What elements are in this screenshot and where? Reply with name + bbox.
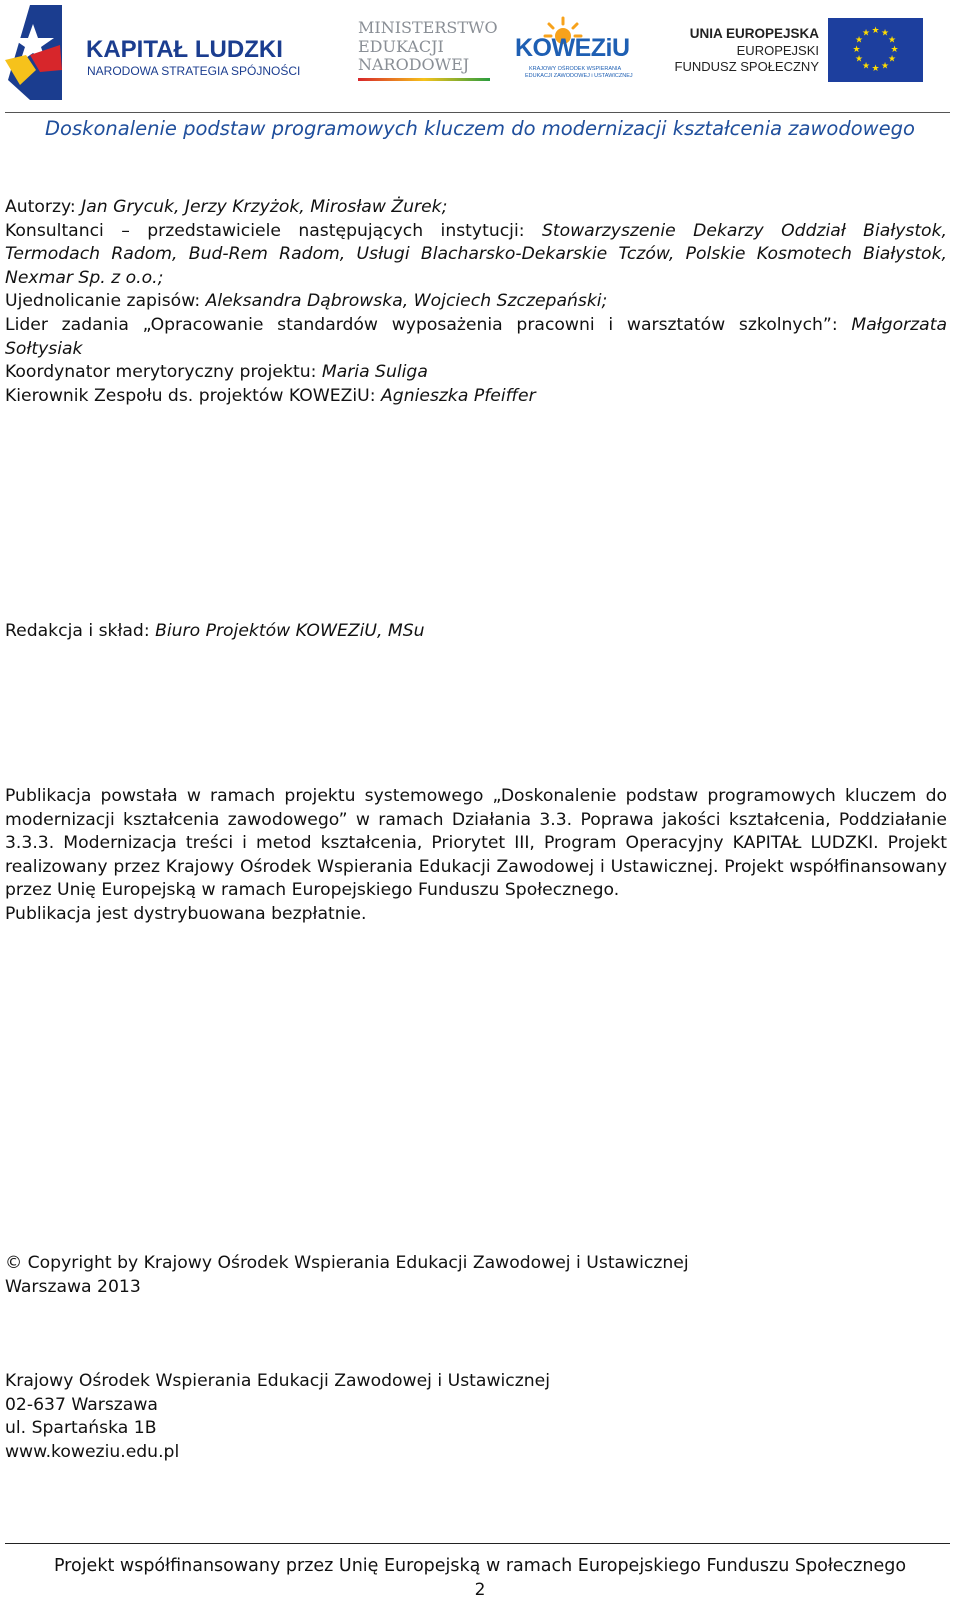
unification-value: Aleksandra Dąbrowska, Wojciech Szczepański; (205, 291, 608, 312)
document-subtitle: Doskonalenie podstaw programowych kluczem do modernizacji kształcenia zawodowego (45, 117, 915, 140)
ue-line3: FUNDUSZ SPOŁECZNY (674, 59, 819, 74)
koweziu-name: KOWEZiU (515, 34, 630, 62)
koweziu-logo (515, 16, 640, 86)
leader-label: Lider zadania „Opracowanie standardów wyposażenia pracowni i warsztatów szkolnych”: (5, 314, 852, 335)
leader-line (5, 314, 947, 361)
authors-value: Jan Grycuk, Jerzy Krzyżok, Mirosław Żurek; (81, 197, 448, 217)
ministerstwo-underline (358, 78, 490, 81)
manager-value: Agnieszka Pfeiffer (381, 385, 536, 406)
consultants-line (5, 220, 947, 291)
consultants-value: Stowarzyszenie Dekarzy Oddział Białystok, Termodach Radom, Bud-Rem Radom, Usługi Blacharsko-Dekarskie Tczów, Polskie Kosmotech Białystok, Nexmar Sp. z o.o.; (5, 220, 947, 288)
svg-text:★: ★ (887, 54, 897, 65)
kapital-ludzki-title: KAPITAŁ LUDZKI (86, 36, 283, 63)
publication-paragraph: Publikacja powstała w ramach projektu systemowego „Doskonalenie podstaw programowych kluczem do modernizacji kształcenia zawodowego” w ramach Działania 3.3. Poprawa jakości kształcenia, Poddziałanie 3.3.3. Modernizacja treści i metod kształcenia, Priorytet III, Program Operacyjny KAPITAŁ LUDZKI. Projekt realizowany przez Krajowy Ośrodek Wspierania Edukacji Zawodowej i Ustawicznej. Projekt współfinansowany przez Unię Europejską w ramach Europejskiego Funduszu Społecznego. (5, 786, 947, 901)
page-number: 2 (474, 1580, 486, 1600)
editorial-section (5, 620, 947, 644)
ministerstwo-line1: MINISTERSTWO (358, 18, 498, 37)
svg-text:★: ★ (852, 45, 861, 55)
svg-text:★: ★ (880, 61, 890, 72)
credits-section (5, 196, 947, 408)
coordinator-value: Maria Suliga (321, 362, 428, 383)
copyright-line: © Copyright by Krajowy Ośrodek Wspierania Edukacji Zawodowej i Ustawicznej (5, 1253, 689, 1273)
publication-free-note: Publikacja jest dystrybuowana bezpłatnie. (5, 903, 367, 924)
koweziu-line2: EDUKACJI ZAWODOWEJ i USTAWICZNEJ (525, 73, 633, 79)
manager-line (5, 385, 947, 409)
copyright-section (5, 1252, 947, 1299)
unification-label: Ujednolicanie zapisów: (5, 291, 206, 312)
ministerstwo-line3: NARODOWEJ (358, 55, 470, 74)
eu-flag-icon (828, 18, 923, 82)
svg-text:★: ★ (887, 35, 897, 46)
copyright-year: Warszawa 2013 (5, 1276, 141, 1297)
svg-text:★: ★ (854, 54, 864, 65)
consultants-label: Konsultanci – przedstawiciele następujących instytucji: (5, 220, 542, 241)
unia-europejska-logo (674, 18, 928, 88)
coordinator-label: Koordynator merytoryczny projektu: (5, 362, 322, 383)
svg-text:★: ★ (890, 45, 899, 55)
ministerstwo-logo (356, 18, 496, 88)
address-street: ul. Spartańska 1B (5, 1418, 157, 1439)
kapital-ludzki-emblem-icon (0, 0, 85, 105)
svg-text:★: ★ (861, 61, 871, 72)
svg-text:★: ★ (871, 26, 880, 36)
address-website-link[interactable]: www.koweziu.edu.pl (5, 1441, 180, 1462)
ue-line1: UNIA EUROPEJSKA (689, 26, 819, 41)
unification-line (5, 290, 947, 314)
koweziu-line1: KRAJOWY OŚRODEK WSPIERANIA (529, 66, 622, 72)
header-divider (5, 112, 950, 113)
manager-label: Kierownik Zespołu ds. projektów KOWEZiU: (5, 385, 382, 406)
footer-divider (5, 1543, 950, 1544)
coordinator-line (5, 361, 947, 385)
svg-text:★: ★ (854, 35, 864, 46)
svg-text:★: ★ (871, 64, 880, 74)
publication-section (5, 785, 947, 927)
kapital-ludzki-subtitle: NARODOWA STRATEGIA SPÓJNOŚCI (87, 64, 301, 78)
ministerstwo-line2: EDUKACJI (358, 37, 444, 56)
address-section (5, 1370, 947, 1464)
leader-value: Małgorzata Sołtysiak (5, 314, 947, 359)
ue-line2: EUROPEJSKI (736, 43, 819, 58)
header (0, 0, 960, 112)
editorial-value: Biuro Projektów KOWEZiU, MSu (155, 621, 425, 641)
svg-text:★: ★ (861, 28, 871, 39)
svg-text:★: ★ (880, 28, 890, 39)
footer-text: Projekt współfinansowany przez Unię Europejską w ramach Europejskiego Funduszu Społecznego (53, 1556, 907, 1576)
address-postal: 02-637 Warszawa (5, 1394, 158, 1415)
kapital-ludzki-logo (0, 0, 310, 105)
authors-line (5, 196, 947, 220)
authors-label: Autorzy: (5, 197, 82, 217)
editorial-label: Redakcja i skład: (5, 621, 156, 641)
address-org: Krajowy Ośrodek Wspierania Edukacji Zawodowej i Ustawicznej (5, 1371, 550, 1391)
